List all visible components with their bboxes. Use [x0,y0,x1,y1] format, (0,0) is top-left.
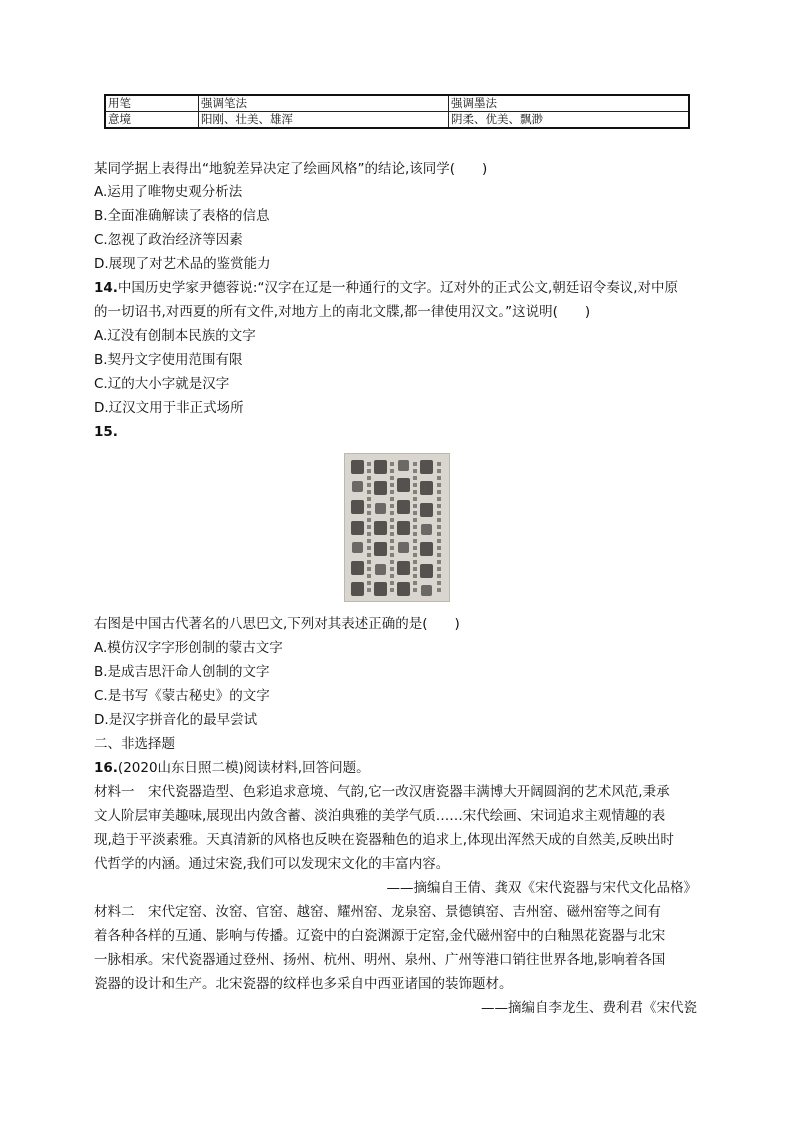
q15-option-a: A.模仿汉字字形创制的蒙古文字 [94,640,283,656]
q13-option-d: D.展现了对艺术品的鉴赏能力 [94,256,271,272]
q13-stem: 某同学据上表得出“地貌差异决定了绘画风格”的结论,该同学( ) [94,161,488,177]
material1-source: ——摘编自王倩、龚双《宋代瓷器与宋代文化品格》 [386,880,697,896]
script-annotation-column [390,462,394,592]
script-column [351,460,364,596]
q16-number: 16. [94,760,118,776]
table-cell: 强调笔法 [199,95,449,112]
q14-stem-text: 中国历史学家尹德蓉说:“汉字在辽是一种通行的文字。辽对外的正式公文,朝廷诏令奏议,对中原 [117,280,679,296]
comparison-table [104,94,690,129]
material2-line: 材料二 宋代定窑、汝窑、官窑、越窑、耀州窑、龙泉窑、景德镇窑、吉州窑、磁州窑等之间有 [94,904,661,920]
q13-option-c: C.忽视了政治经济等因素 [94,232,243,248]
script-annotation-column [413,462,417,592]
script-column [374,460,387,596]
q16-stem-line [94,759,370,777]
material2-line: 着各种各样的互通、影响与传播。辽瓷中的白瓷渊源于定窑,金代磁州窑中的白釉黑花瓷器与北宋 [94,928,666,944]
q14-option-c: C.辽的大小字就是汉字 [94,376,230,392]
script-annotation-column [437,462,441,592]
q15-option-b: B.是成吉思汗命人创制的文字 [94,664,270,680]
q14-stem-line2: 的一切诏书,对西夏的所有文件,对地方上的南北文牒,都一律使用汉文。”这说明( ) [94,304,591,320]
material2-line: 瓷器的设计和生产。北宋瓷器的纹样也多采自中西亚诸国的装饰题材。 [94,976,513,992]
table-cell: 用笔 [105,95,199,112]
q14-option-a: A.辽没有创制本民族的文字 [94,328,256,344]
q14-stem-line1 [94,279,678,297]
phags-pa-script-image [344,453,450,602]
material1-line: 文人阶层审美趣味,展现出内敛含蓄、淡泊典雅的美学气质……宋代绘画、宋词追求主观情趣的表 [94,808,666,824]
q15-stem: 右图是中国古代著名的八思巴文,下列对其表述正确的是( ) [94,616,460,632]
q13-option-b: B.全面准确解读了表格的信息 [94,208,270,224]
script-column [397,460,410,596]
table-row [105,112,689,129]
q14-option-d: D.辽汉文用于非正式场所 [94,400,244,416]
table-row [105,95,689,112]
q14-number: 14. [94,280,118,296]
table-cell: 意境 [105,112,199,129]
q14-option-b: B.契丹文字使用范围有限 [94,352,243,368]
q15-number: 15. [94,424,118,440]
table-cell: 阴柔、优美、飘渺 [449,112,690,129]
q16-stem: (2020山东日照二模)阅读材料,回答问题。 [117,760,370,776]
q15-option-c: C.是书写《蒙古秘史》的文字 [94,688,270,704]
script-column [420,460,433,596]
material2-source: ——摘编自李龙生、费利君《宋代瓷 [481,1000,697,1016]
q13-option-a: A.运用了唯物史观分析法 [94,184,243,200]
script-annotation-column [367,462,371,592]
table-cell: 阳刚、壮美、雄浑 [199,112,449,129]
table-cell: 强调墨法 [449,95,690,112]
material2-line: 一脉相承。宋代瓷器通过登州、扬州、杭州、明州、泉州、广州等港口销往世界各地,影响着各国 [94,952,666,968]
material1-line: 材料一 宋代瓷器造型、色彩追求意境、气韵,它一改汉唐瓷器丰满博大开阔圆润的艺术风范,秉承 [94,784,670,800]
material1-line: 现,趋于平淡素雅。天真清新的风格也反映在瓷器釉色的追求上,体现出浑然天成的自然美,反映出时 [94,832,674,848]
section-heading: 二、非选择题 [94,736,175,752]
material1-line: 代哲学的内涵。通过宋瓷,我们可以发现宋文化的丰富内容。 [94,856,450,872]
q15-option-d: D.是汉字拼音化的最早尝试 [94,712,258,728]
